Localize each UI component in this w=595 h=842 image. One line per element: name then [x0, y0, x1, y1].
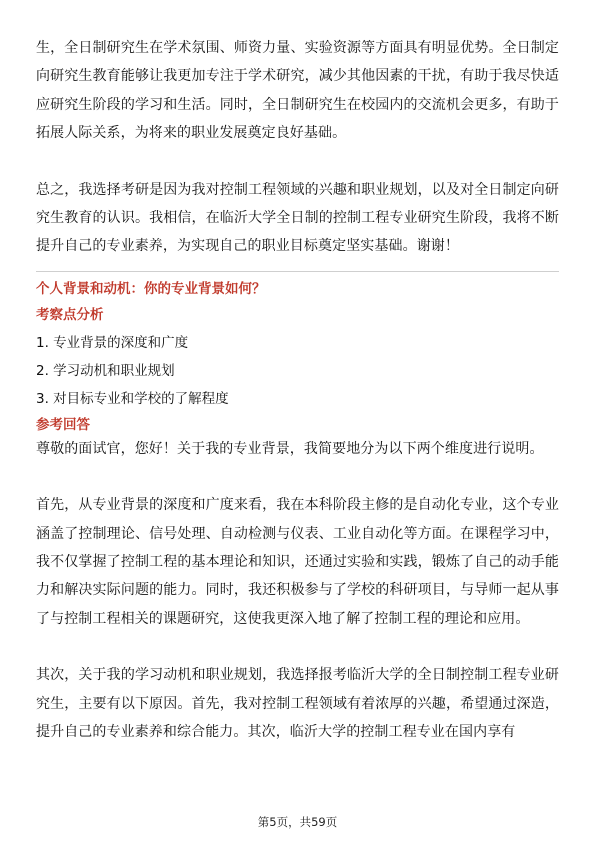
paragraph-gap: [36, 148, 559, 176]
paragraph-gap: [36, 633, 559, 661]
page-number: 第5页，共59页: [257, 815, 338, 829]
list-item: 2. 学习动机和职业规划: [36, 362, 175, 379]
analysis-heading: 考察点分析: [36, 306, 104, 323]
document-page: [36, 34, 559, 747]
paragraph-conclusion: 总之，我选择考研是因为我对控制工程领域的兴趣和职业规划，以及对全日制定向研究生教育的认识。我相信，在临沂大学全日制的控制工程专业研究生阶段，我将不断提升自己的专业素养，为实现自己的职业目标奠定坚实基础。谢谢！: [36, 181, 559, 255]
answer-paragraph-greeting: 尊敬的面试官，您好！关于我的专业背景，我简要地分为以下两个维度进行说明。: [36, 440, 544, 457]
answer-paragraph-background: 首先，从专业背景的深度和广度来看，我在本科阶段主修的是自动化专业，这个专业涵盖了控制理论、信号处理、自动检测与仪表、工业自动化等方面。在课程学习中，我不仅掌握了控制工程的基本理论和知识，还通过实验和实践，锻炼了自己的动手能力和解决实际问题的能力。同时，我还积极参与了学校的科研项目，与导师一起从事了与控制工程相关的课题研究，这使我更深入地了解了控制工程的理论和应用。: [36, 497, 559, 627]
paragraph-continued: 生，全日制研究生在学术氛围、师资力量、实验资源等方面具有明显优势。全日制定向研究生教育能够让我更加专注于学术研究，减少其他因素的干扰，有助于我尽快适应研究生阶段的学习和生活。同时，全日制研究生在校园内的交流机会更多，有助于拓展人际关系，为将来的职业发展奠定良好基础。: [36, 40, 559, 142]
list-item: 1. 专业背景的深度和广度: [36, 334, 189, 351]
list-item: 3. 对目标专业和学校的了解程度: [36, 390, 229, 407]
section-divider: [36, 271, 559, 272]
answer-heading: 参考回答: [36, 416, 90, 433]
question-heading: 个人背景和动机：你的专业背景如何？: [36, 280, 266, 297]
paragraph-gap: [36, 463, 559, 491]
analysis-list: [36, 329, 559, 413]
answer-paragraph-motivation: 其次，关于我的学习动机和职业规划，我选择报考临沂大学的全日制控制工程专业研究生，主要有以下原因。首先，我对控制工程领域有着浓厚的兴趣，希望通过深造，提升自己的专业素养和综合能力。其次，临沂大学的控制工程专业在国内享有: [36, 667, 559, 741]
